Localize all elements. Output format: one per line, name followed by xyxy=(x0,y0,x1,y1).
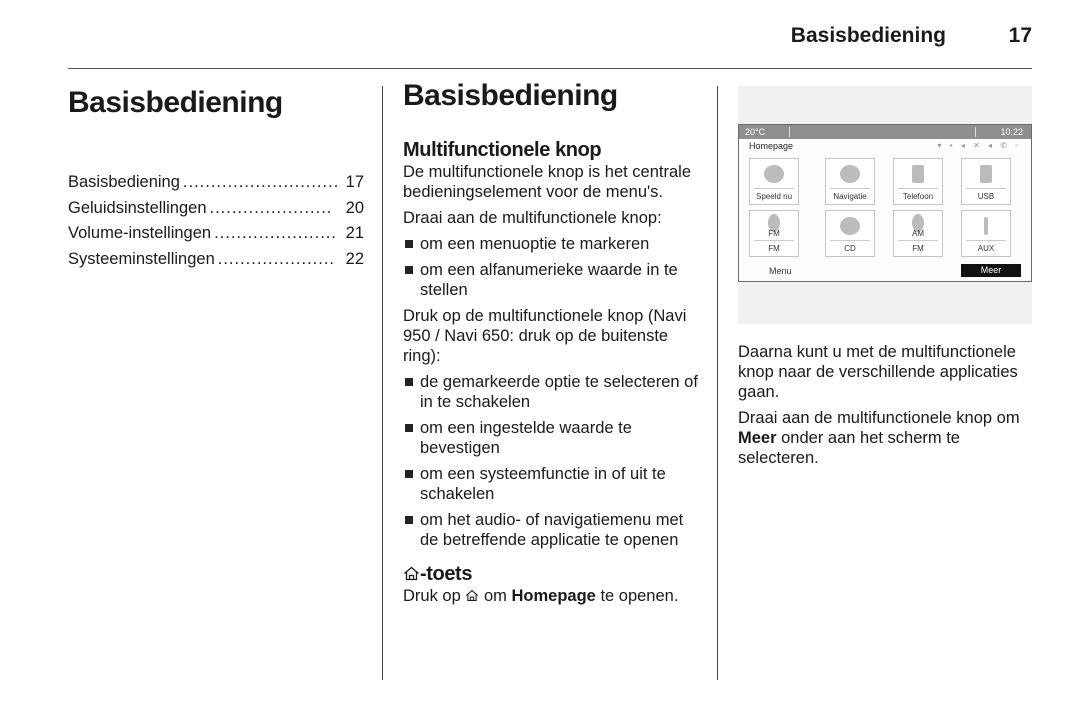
toc-leader: ...................... xyxy=(209,198,333,217)
home-icon xyxy=(403,566,420,581)
divider xyxy=(830,188,870,189)
bullet-item: om het audio- of navigatiemenu met de betreffende applicatie te openen xyxy=(403,510,699,550)
toc-leader: ............................ xyxy=(182,173,340,191)
aux-plug-icon xyxy=(984,217,988,235)
toc-entry[interactable] xyxy=(68,247,364,273)
toc-page: 20 xyxy=(345,198,364,217)
bullet-list-press xyxy=(403,372,699,550)
music-icon xyxy=(764,165,784,183)
tile-label: CD xyxy=(844,244,856,253)
subsection-title-multifunction-knob: Multifunctionele knop xyxy=(403,139,602,161)
subsection-title-home-key xyxy=(403,562,699,586)
chapter-heading: Basisbediening xyxy=(68,86,283,119)
toc-page: 17 xyxy=(345,173,364,191)
tile-label: AUX xyxy=(977,244,995,253)
screen-clock: 10:22 xyxy=(1000,127,1023,137)
tile-now-playing[interactable] xyxy=(749,158,799,205)
bullet-item: de gemarkeerde optie te selecteren of in te schakelen xyxy=(403,372,699,412)
paragraph-meer xyxy=(738,408,1034,468)
text-run: Druk op xyxy=(403,587,461,605)
tile-usb[interactable] xyxy=(961,158,1011,205)
toc-label: Geluidsinstellingen xyxy=(68,198,207,217)
tile-sublabel: FM xyxy=(768,229,780,238)
home-icon xyxy=(465,589,479,602)
usb-icon xyxy=(980,165,992,183)
screen-status-bar xyxy=(739,125,1031,139)
tile-cd[interactable] xyxy=(825,210,875,257)
text-run: Draai aan de multifunctionele knop om xyxy=(738,409,1020,427)
main-column xyxy=(403,79,699,612)
column-divider-1 xyxy=(382,86,383,680)
infotainment-screen xyxy=(738,124,1032,282)
side-column-text xyxy=(738,342,1034,474)
phone-icon xyxy=(912,165,924,183)
tile-phone[interactable] xyxy=(893,158,943,205)
bullet-item: om een alfanumerieke waarde in te stellen xyxy=(403,260,699,300)
tile-label: Navigatie xyxy=(833,192,867,201)
tile-navigation[interactable] xyxy=(825,158,875,205)
tile-am[interactable] xyxy=(893,210,943,257)
toc-leader: ...................... xyxy=(214,224,337,242)
paragraph: Druk op de multifunctionele knop (Navi 950 / Navi 650: druk op de buitenste ring): xyxy=(403,307,687,365)
bullet-item: om een menuoptie te markeren xyxy=(403,234,699,254)
paragraph-home xyxy=(403,586,699,606)
ui-term-meer: Meer xyxy=(738,429,777,447)
divider xyxy=(754,188,794,189)
status-icons: ▾ ▪ ◂ ✕ ◂ ✆ ▫ xyxy=(937,141,1021,150)
text-run: te openen. xyxy=(600,587,679,605)
running-header-title: Basisbediening xyxy=(790,24,946,47)
bullet-item: om een ingestelde waarde te bevestigen xyxy=(403,418,699,458)
screen-title: Homepage xyxy=(749,141,794,151)
bullet-list-turn xyxy=(403,234,699,300)
divider xyxy=(830,240,870,241)
subsection-title-text: -toets xyxy=(420,563,473,585)
tile-aux[interactable] xyxy=(961,210,1011,257)
toc-page: 22 xyxy=(345,249,364,268)
toc-label: Volume-instellingen xyxy=(68,224,212,242)
toc-entry[interactable] xyxy=(68,170,364,196)
paragraph: De multifunctionele knop is het centrale bedieningselement voor de menu's. xyxy=(403,163,691,201)
screen-more-button[interactable]: Meer xyxy=(961,264,1021,277)
section-heading: Basisbediening xyxy=(403,79,618,112)
tile-label: FM xyxy=(912,244,924,253)
page-number: 17 xyxy=(1008,24,1032,47)
tile-label: Telefoon xyxy=(902,192,934,201)
divider xyxy=(966,188,1006,189)
tile-label: USB xyxy=(977,192,995,201)
toc-label: Systeeminstellingen xyxy=(68,249,215,268)
tile-label: Speeld nu xyxy=(755,192,793,201)
toc-entry[interactable] xyxy=(68,196,364,222)
toc-leader: ..................... xyxy=(217,249,336,268)
divider xyxy=(789,127,790,137)
table-of-contents xyxy=(68,170,364,272)
disc-icon xyxy=(840,217,860,235)
tile-fm[interactable] xyxy=(749,210,799,257)
screen-illustration xyxy=(738,86,1032,324)
toc-page: 21 xyxy=(345,224,364,242)
divider xyxy=(898,188,938,189)
screen-temperature: 20°C xyxy=(745,127,766,137)
column-divider-2 xyxy=(717,86,718,680)
divider xyxy=(898,240,938,241)
text-run: om xyxy=(483,587,507,605)
globe-icon xyxy=(840,165,860,183)
paragraph: Daarna kunt u met de multifunctionele knop naar de verschillende applicaties gaan. xyxy=(738,343,1018,401)
screen-menu-button[interactable]: Menu xyxy=(769,266,792,276)
ui-term-homepage: Homepage xyxy=(511,587,596,605)
bullet-item: om een systeemfunctie in of uit te schakelen xyxy=(403,464,699,504)
divider xyxy=(754,240,794,241)
tile-sublabel: AM xyxy=(912,229,924,238)
divider xyxy=(966,240,1006,241)
toc-entry[interactable] xyxy=(68,221,364,247)
paragraph: Draai aan de multifunctionele knop: xyxy=(403,209,662,227)
header-rule xyxy=(68,68,1032,69)
toc-label: Basisbediening xyxy=(68,173,180,191)
divider xyxy=(975,127,976,137)
text-run: onder aan het scherm te selecteren. xyxy=(738,429,960,467)
tile-label: FM xyxy=(768,244,780,253)
